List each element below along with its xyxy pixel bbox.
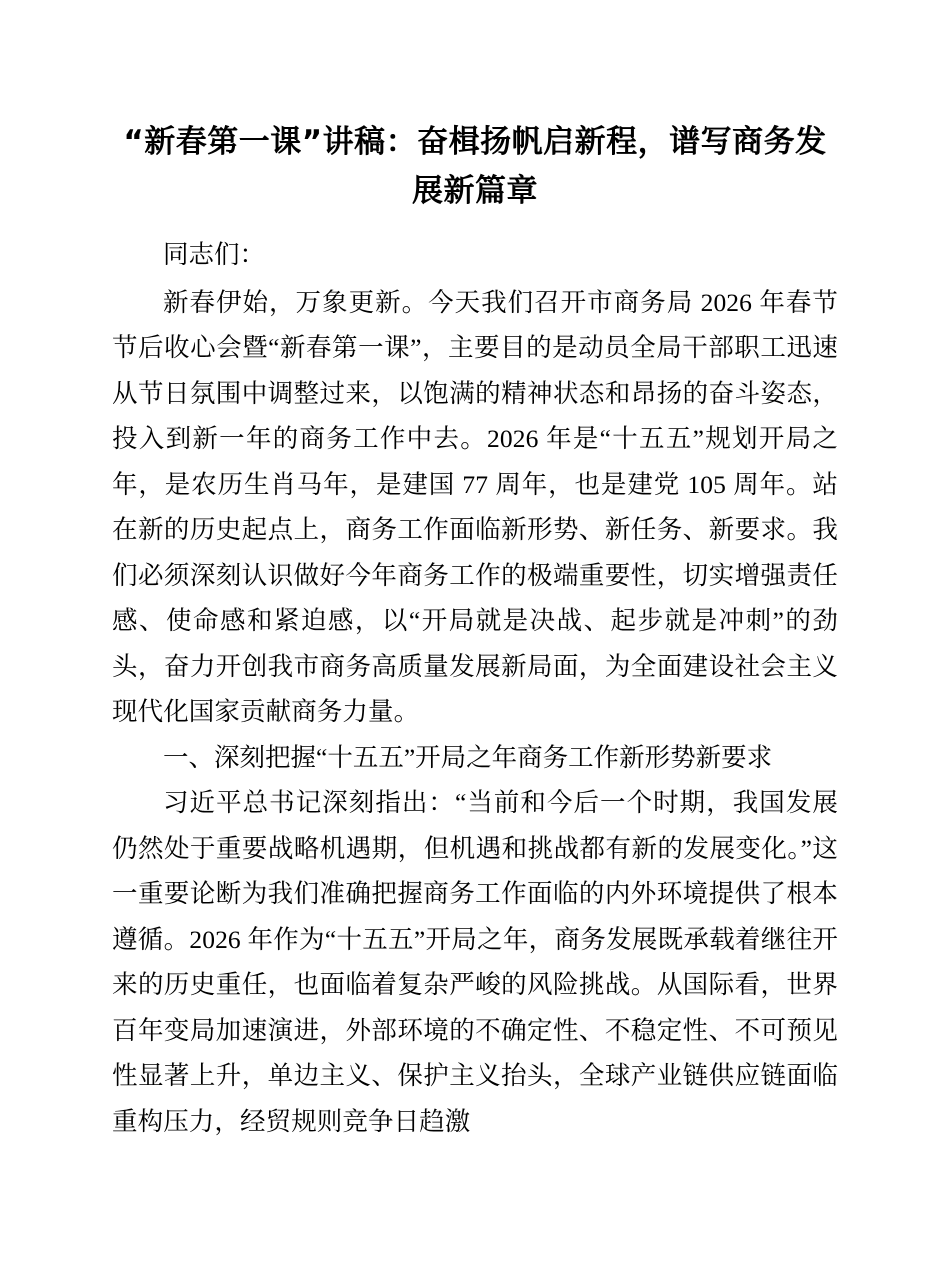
page-title: “新春第一课”讲稿：奋楫扬帆启新程，谱写商务发展新篇章 (123, 124, 827, 209)
section-heading-1: 一、深刻把握“十五五”开局之年商务工作新形势新要求 (163, 742, 773, 772)
document-body (112, 280, 838, 1280)
body-paragraph-1: 新春伊始，万象更新。今天我们召开市商务局 2026 年春节节后收心会暨“新春第一课”，主要目的是动员全局干部职工迅速从节日氛围中调整过来，以饱满的精神状态和昂扬的奋斗姿态，投入到新一年的商务工作中去。2026 年是“十五五”规划开局之年，是农历生肖马年，是建国 77 周年，也是建党 105 周年。站在新的历史起点上，商务工作面临新形势、新任务、新要求。我们必须深刻认识做好今年商务工作的极端重要性，切实增强责任感、使命感和紧迫感，以“开局就是决战、起步就是冲刺”的劲头，奋力开创我市商务高质量发展新局面，为全面建设社会主义现代化国家贡献商务力量。 (112, 287, 838, 726)
body-paragraph-2: 习近平总书记深刻指出：“当前和今后一个时期，我国发展仍然处于重要战略机遇期，但机遇和挑战都有新的发展变化。”这一重要论断为我们准确把握商务工作面临的内外环境提供了根本遵循。2026 年作为“十五五”开局之年，商务发展既承载着继往开来的历史重任，也面临着复杂严峻的风险挑战。从国际看，世界百年变局加速演进，外部环境的不确定性、不稳定性、不可预见性显著上升，单边主义、保护主义抬头，全球产业链供应链面临重构压力，经贸规则竞争日趋激 (112, 788, 838, 1136)
salutation: 同志们： (163, 240, 266, 269)
